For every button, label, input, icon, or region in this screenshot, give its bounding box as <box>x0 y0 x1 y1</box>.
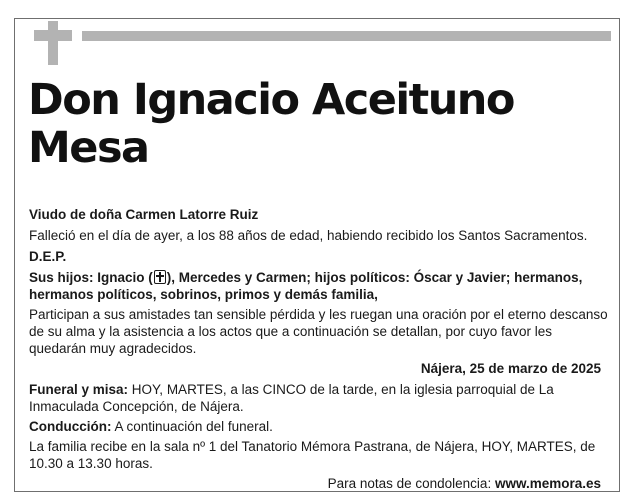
cross-icon-vertical <box>48 21 58 65</box>
family-text-b: ), Mercedes y Carmen; hijos políticos: Óscar y Javier; hermanos, hermanos políticos, sobrinos, primos y demás familia, <box>29 270 583 302</box>
family-text-a: Sus hijos: Ignacio ( <box>29 270 153 285</box>
dep-line: D.E.P. <box>29 249 67 264</box>
funeral-paragraph <box>29 381 609 415</box>
reception-paragraph: La familia recibe en la sala nº 1 del Tanatorio Mémora Pastrana, de Nájera, HOY, MARTES, de 10.30 a 13.30 horas. <box>29 439 596 471</box>
header-rule <box>82 31 611 41</box>
condolence-link[interactable]: www.memora.es <box>494 476 601 491</box>
conduction-label: Conducción: <box>29 419 112 434</box>
widower-line: Viudo de doña Carmen Latorre Ruiz <box>29 207 259 222</box>
deceased-name <box>28 76 608 172</box>
funeral-label: Funeral y misa: <box>29 382 129 397</box>
cross-icon-horizontal <box>34 30 72 41</box>
conduction-line <box>29 418 609 435</box>
name-line-1: Don Ignacio Aceituno <box>28 75 514 125</box>
funeral-text: HOY, MARTES, a las CINCO de la tarde, en la iglesia parroquial de La Inmaculada Concepción, de Nájera. <box>29 382 554 414</box>
death-line: Falleció en el día de ayer, a los 88 años de edad, habiendo recibido los Santos Sacramentos. <box>29 228 588 243</box>
conduction-text: A continuación del funeral. <box>111 419 273 434</box>
request-paragraph: Participan a sus amistades tan sensible pérdida y les ruegan una oración por el eterno descanso de su alma y la asistencia a los actos que a continuación se detallan, por cuyo favor les quedarán muy agradecidos. <box>29 307 608 356</box>
name-line-2: Mesa <box>28 123 149 173</box>
condolence-label: Para notas de condolencia: <box>327 476 495 491</box>
condolence-line <box>29 475 601 492</box>
deceased-cross-icon <box>154 270 166 284</box>
family-paragraph <box>29 269 609 303</box>
place-date: Nájera, 25 de marzo de 2025 <box>420 361 601 376</box>
